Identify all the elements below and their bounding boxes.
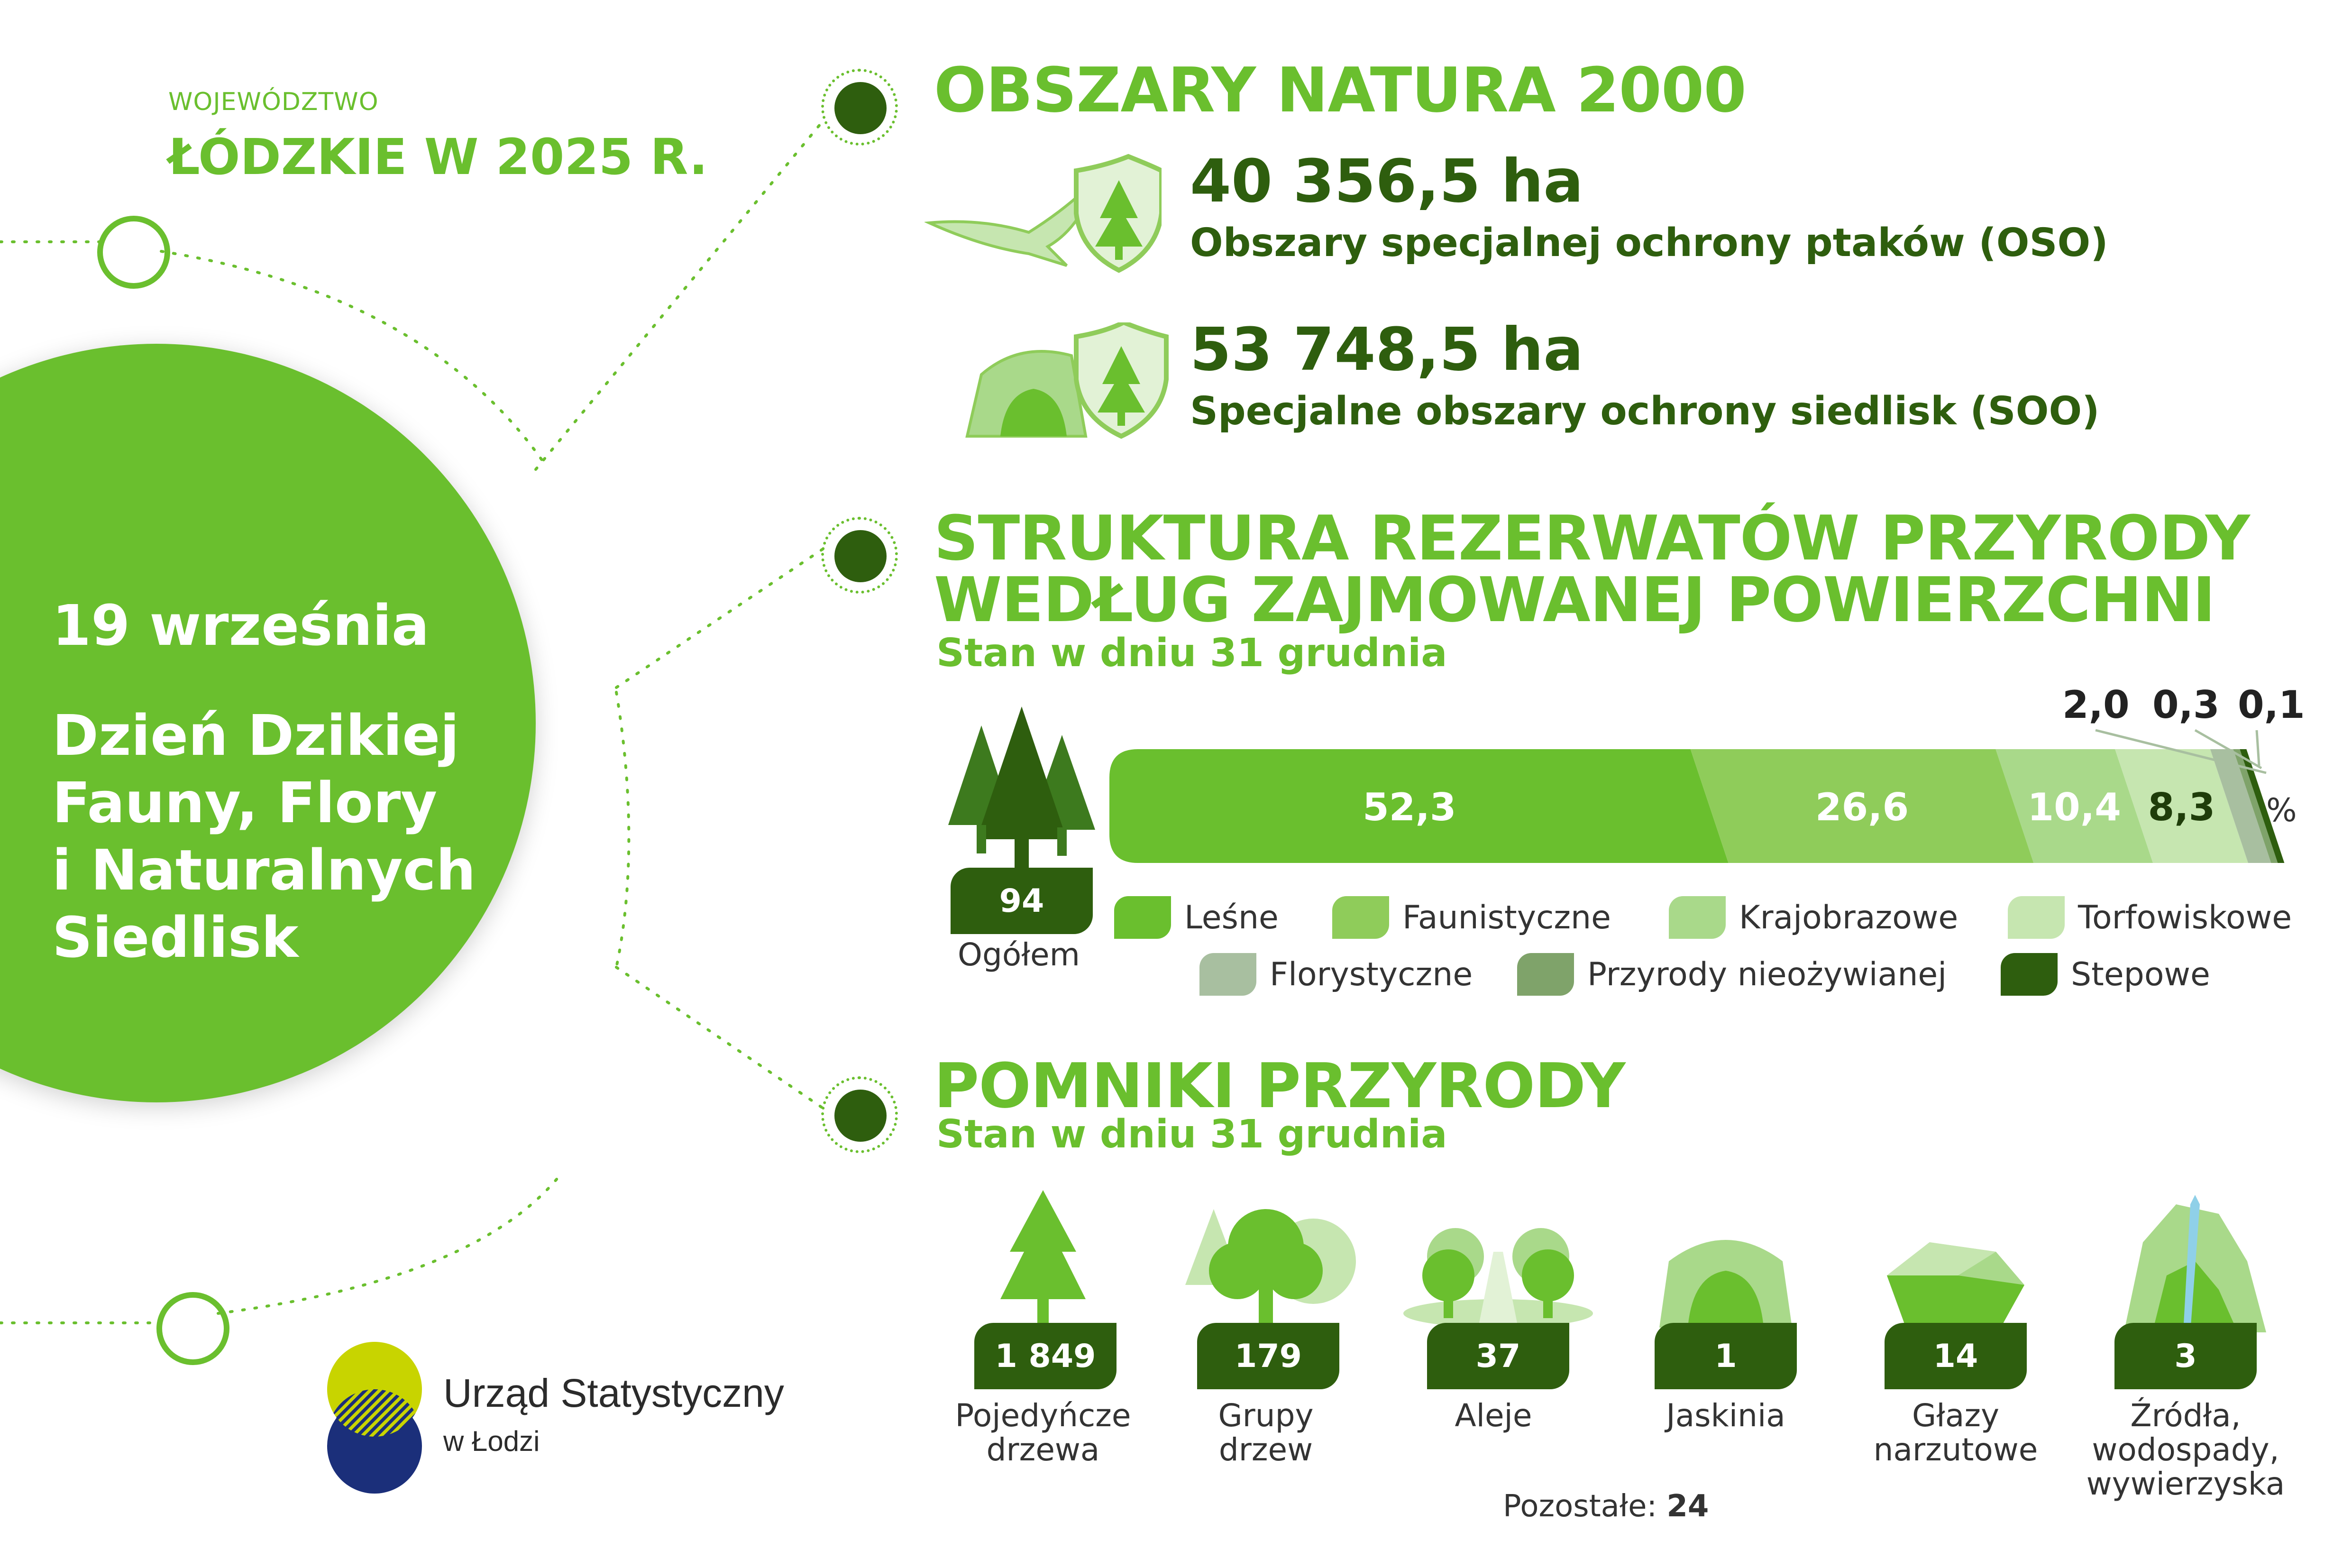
- section-dot-natura: [834, 82, 887, 134]
- bird-shield-icon: [924, 152, 1162, 275]
- legend-swatch: [1517, 953, 1574, 996]
- monument-badge: 3: [2114, 1323, 2257, 1389]
- top-label-nieozywionej: 0,3: [2152, 683, 2220, 727]
- legend-faunistyczne: [1332, 896, 1611, 939]
- percent-sign: %: [2266, 792, 2297, 829]
- reserves-total-label: Ogółem: [958, 936, 1080, 973]
- alley-icon: [1403, 1223, 1593, 1328]
- monument-label: Jaskinia: [1666, 1397, 1785, 1434]
- oso-value: 40 356,5 ha: [1190, 147, 1583, 216]
- tree-group-icon: [1185, 1190, 1356, 1332]
- legend-krajobrazowe: [1669, 896, 1958, 939]
- legend-label: Krajobrazowe: [1739, 899, 1958, 936]
- reserves-total-badge: 94: [951, 868, 1093, 934]
- remaining-count: [1503, 1489, 1709, 1524]
- ring-bottom-left: [156, 1292, 229, 1365]
- region-title: ŁÓDZKIE W 2025 R.: [168, 128, 708, 186]
- legend-stepowe: [2001, 953, 2210, 996]
- reserves-subtitle: Stan w dniu 31 grudnia: [936, 631, 1447, 676]
- soo-value: 53 748,5 ha: [1190, 315, 1583, 384]
- legend-label: Stepowe: [2071, 955, 2210, 993]
- event-title-line: Dzień Dzikiej: [52, 703, 459, 768]
- monument-label: Pojedyńcze drzewa: [955, 1397, 1131, 1468]
- cave-icon: [1655, 1223, 1797, 1328]
- event-title-line: Siedlisk: [52, 905, 299, 970]
- event-title: [52, 702, 476, 971]
- boulder-icon: [1877, 1238, 2034, 1332]
- oso-label: Obszary specjalnej ochrony ptaków (OSO): [1190, 220, 2108, 266]
- logo-city: w Łodzi: [443, 1425, 540, 1457]
- legend-torfowiskowe: [2008, 896, 2292, 939]
- legend-swatch: [1332, 896, 1389, 939]
- event-date: 19 września: [52, 593, 430, 658]
- ring-top-left: [97, 216, 170, 289]
- single-tree-icon: [996, 1190, 1090, 1332]
- reserves-title-line2: WEDŁUG ZAJMOWANEJ POWIERZCHNI: [934, 564, 2215, 636]
- legend-swatch: [1199, 953, 1256, 996]
- top-label-leaders: [2086, 725, 2299, 797]
- monument-label: Aleje: [1455, 1397, 1532, 1434]
- section-dot-monuments: [834, 1090, 887, 1142]
- monument-label: Grupy drzew: [1218, 1397, 1314, 1468]
- monuments-title: POMNIKI PRZYRODY: [934, 1050, 1625, 1122]
- region-label: WOJEWÓDZTWO: [168, 88, 379, 116]
- monument-label: Głazy narzutowe: [1873, 1397, 2038, 1468]
- top-label-florystyczne: 2,0: [2062, 683, 2130, 727]
- logo-name: Urząd Statystyczny: [443, 1371, 784, 1415]
- monument-badge: 1 849: [974, 1323, 1117, 1389]
- legend-lesne: [1114, 896, 1279, 939]
- statistics-office-logo: [327, 1342, 431, 1498]
- bar-label-2: 10,4: [2027, 785, 2121, 829]
- section-dot-reserves: [834, 530, 887, 582]
- legend-label: Leśne: [1184, 899, 1279, 936]
- event-title-line: Fauny, Flory: [52, 770, 438, 835]
- legend-swatch: [1669, 896, 1726, 939]
- bar-label-3: 8,3: [2148, 785, 2215, 829]
- monument-badge: 179: [1197, 1323, 1339, 1389]
- monument-label: Źródła, wodospady, wywierzyska: [2086, 1397, 2285, 1502]
- event-title-line: i Naturalnych: [52, 837, 476, 903]
- legend-label: Torfowiskowe: [2078, 899, 2292, 936]
- natura-title: OBSZARY NATURA 2000: [934, 54, 1746, 126]
- legend-swatch: [2008, 896, 2065, 939]
- bar-label-0: 52,3: [1363, 785, 1456, 829]
- forest-icon: [948, 706, 1095, 872]
- soo-label: Specjalne obszary ochrony siedlisk (SOO): [1190, 389, 2100, 434]
- legend-label: Florystyczne: [1270, 955, 1473, 993]
- legend-swatch: [2001, 953, 2058, 996]
- bar-label-1: 26,6: [1815, 785, 1909, 829]
- legend-florystyczne: [1199, 953, 1473, 996]
- waterfall-icon: [2124, 1195, 2266, 1332]
- monument-badge: 14: [1885, 1323, 2027, 1389]
- remaining-label: Pozostałe:: [1503, 1489, 1657, 1524]
- cave-shield-icon: [962, 322, 1171, 446]
- legend-label: Faunistyczne: [1402, 899, 1611, 936]
- legend-swatch: [1114, 896, 1171, 939]
- remaining-value: 24: [1666, 1489, 1709, 1524]
- top-label-stepowe: 0,1: [2238, 683, 2305, 727]
- monument-badge: 1: [1655, 1323, 1797, 1389]
- legend-label: Przyrody nieożywianej: [1587, 955, 1947, 993]
- reserves-title-line1: STRUKTURA REZERWATÓW PRZYRODY: [934, 502, 2250, 574]
- monument-badge: 37: [1427, 1323, 1569, 1389]
- legend-przyrody-nieozywionej: [1517, 953, 1947, 996]
- monuments-subtitle: Stan w dniu 31 grudnia: [936, 1112, 1447, 1157]
